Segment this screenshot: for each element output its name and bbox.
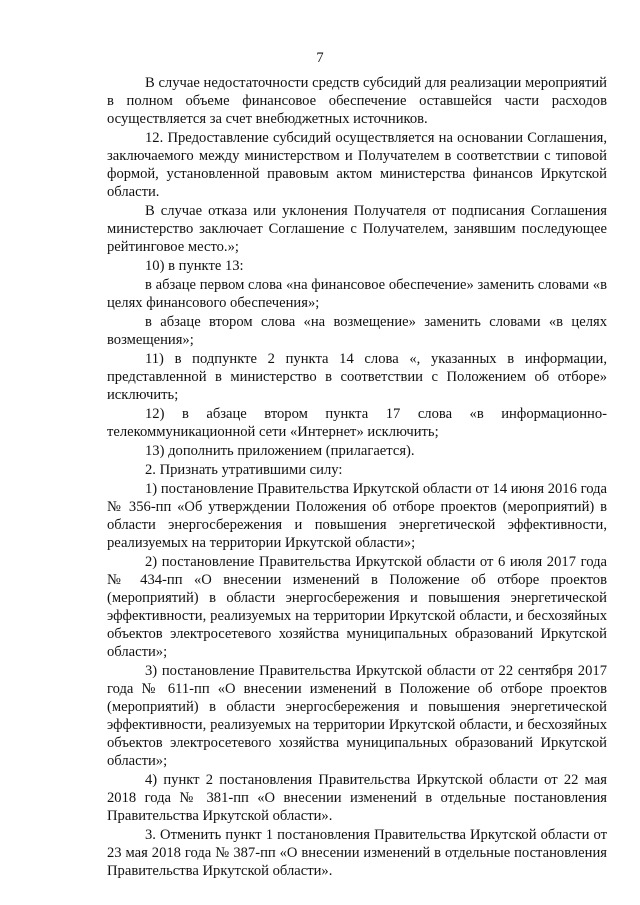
paragraph-item-11: 11) в подпункте 2 пункта 14 слова «, указанных в информации, представленной в министерство в соответствии с Положением об отборе» исключить; bbox=[107, 351, 607, 403]
paragraph-repeal-2: 2) постановление Правительства Иркутской области от 6 июля 2017 года № 434-пп «О внесении изменений в Положение об отборе проектов (мероприятий) в области энергосбережения и повышения энергетической эффективности, реализуемых на территории Иркутской области, и бесхозяйных объектов электросетевого хозяйства муниципальных образований Иркутской области»; bbox=[107, 554, 607, 660]
paragraph-repeal-3: 3) постановление Правительства Иркутской области от 22 сентября 2017 года № 611-пп «О внесении изменений в Положение об отборе проектов (мероприятий) в области энергосбережения и повышения энергетической эффективности, реализуемых на территории Иркутской области, и бесхозяйных объектов электросетевого хозяйства муниципальных образований Иркутской области»; bbox=[107, 663, 607, 769]
document-body bbox=[107, 74, 607, 880]
paragraph-insufficient-funds: В случае недостаточности средств субсидий для реализации мероприятий в полном объеме финансовое обеспечение оставшейся части расходов осуществляется за счет внебюджетных источников. bbox=[107, 75, 607, 127]
paragraph-item-12-agreement: 12. Предоставление субсидий осуществляется на основании Соглашения, заключаемого между министерством и Получателем в соответствии с типовой формой, установленной правовым актом министерства финансов Иркутской области. bbox=[107, 130, 607, 200]
page-number: 7 bbox=[316, 50, 324, 66]
paragraph-section-2: 2. Признать утратившими силу: bbox=[145, 462, 343, 478]
paragraph-item-13-appendix: 13) дополнить приложением (прилагается). bbox=[145, 443, 415, 459]
paragraph-section-3: 3. Отменить пункт 1 постановления Правительства Иркутской области от 23 мая 2018 года № 387-пп «О внесении изменений в отдельные постановления Правительства Иркутской области». bbox=[107, 827, 607, 879]
paragraph-item-10: 10) в пункте 13: bbox=[145, 258, 244, 274]
paragraph-repeal-1: 1) постановление Правительства Иркутской области от 14 июня 2016 года № 356-пп «Об утверждении Положения об отборе проектов (мероприятий) в области энергосбережения и повышения энергетической эффективности, реализуемых на территории Иркутской области»; bbox=[107, 481, 607, 551]
paragraph-first-subparagraph: в абзаце первом слова «на финансовое обеспечение» заменить словами «в целях финансового обеспечения»; bbox=[107, 277, 607, 311]
paragraph-refusal-to-sign: В случае отказа или уклонения Получателя от подписания Соглашения министерство заключает Соглашение с Получателем, занявшим последующее рейтинговое место.»; bbox=[107, 203, 607, 255]
paragraph-item-12-internet: 12) в абзаце втором пункта 17 слова «в информационно-телекоммуникационной сети «Интернет» исключить; bbox=[107, 406, 607, 440]
paragraph-repeal-4: 4) пункт 2 постановления Правительства Иркутской области от 22 мая 2018 года № 381-пп «О внесении изменений в отдельные постановления Правительства Иркутской области». bbox=[107, 772, 607, 824]
paragraph-second-subparagraph: в абзаце втором слова «на возмещение» заменить словами «в целях возмещения»; bbox=[107, 314, 607, 348]
